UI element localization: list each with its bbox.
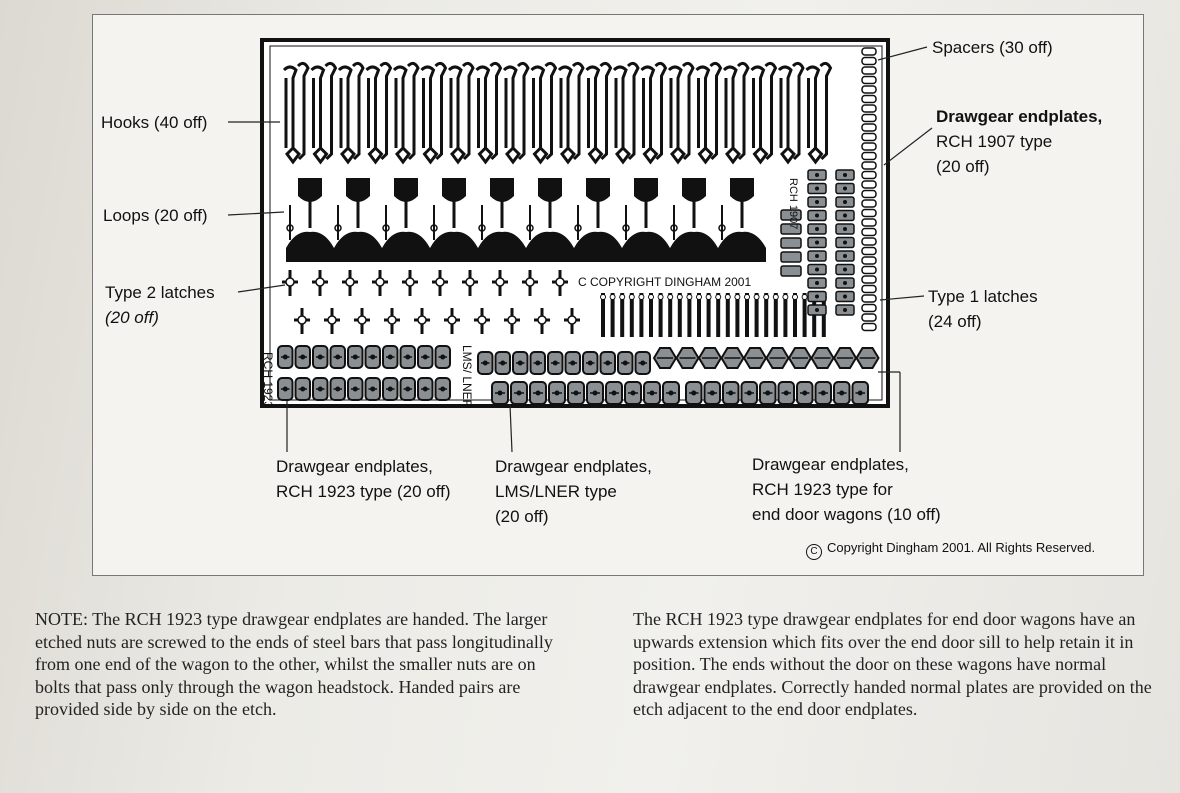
spacer-part (862, 286, 876, 293)
lms-lner-endplate-part (496, 352, 511, 374)
end-door-endplate-part (812, 348, 834, 368)
end-door-endplate-part (767, 348, 789, 368)
end-door-endplate-part (723, 382, 739, 404)
end-door-endplate-part (699, 348, 721, 368)
spacer-part (862, 276, 876, 283)
label-loops: Loops (20 off) (103, 206, 208, 225)
spacer-part (862, 96, 876, 103)
rch1923-endplate-part (331, 378, 346, 400)
lms-lner-endplate-part (478, 352, 493, 374)
spacer-part (862, 86, 876, 93)
end-door-endplate-part (834, 382, 850, 404)
spacer-part (862, 200, 876, 207)
end-door-endplate-part (853, 382, 869, 404)
type1-latch-part (754, 293, 759, 337)
etched-rch1923-text: RCH 1923 (261, 352, 275, 409)
rch1907-endplate-part (836, 184, 854, 194)
type1-latch-part (639, 293, 644, 337)
rch1923-endplate-part (313, 378, 328, 400)
lms-lner-endplate-part (587, 382, 603, 404)
lms-lner-endplate-part (644, 382, 660, 404)
lms-lner-endplate-part (511, 382, 527, 404)
lms-lner-endplate-part (531, 352, 546, 374)
spacer-part (862, 162, 876, 169)
spacer-part (862, 181, 876, 188)
type1-latch-part (773, 293, 778, 337)
rch1907-endplate-part (808, 292, 826, 302)
spacer-part (862, 115, 876, 122)
spacer-part (862, 210, 876, 217)
end-door-endplate-part (686, 382, 702, 404)
type1-latch-part (658, 293, 663, 337)
rch1907-endplate-part (808, 197, 826, 207)
etched-rch1907-text: RCH 1907 (787, 178, 799, 230)
lms-lner-endplate-part (636, 352, 651, 374)
rch1923-endplate-part (348, 346, 363, 368)
etched-lms-lner-text: LMS/ LNER (460, 345, 474, 409)
spacer-part (862, 191, 876, 198)
rch1907-endplate-part (808, 211, 826, 221)
spacer-part (862, 153, 876, 160)
rch1907-endplate-part (836, 170, 854, 180)
rch1923-endplate-part (278, 346, 293, 368)
rch1923-endplate-part (436, 378, 451, 400)
type1-latch-part (601, 293, 606, 337)
lms-lner-endplate-part (618, 352, 633, 374)
end-door-endplate-part (789, 348, 811, 368)
type1-latch-part (697, 293, 702, 337)
spacer-part (862, 67, 876, 74)
lms-lner-endplate-part (513, 352, 528, 374)
rch1923-endplate-part (401, 346, 416, 368)
lms-lner-endplate-part (601, 352, 616, 374)
type1-latch-part (610, 293, 615, 337)
rch1907-endplate-part (836, 305, 854, 315)
type1-latch-part (802, 293, 807, 337)
end-door-endplate-part (779, 382, 795, 404)
label-type1-latches: Type 1 latches (24 off) (928, 287, 1038, 331)
etched-copyright-text: C COPYRIGHT DINGHAM 2001 (578, 275, 752, 289)
end-door-endplate-part (816, 382, 832, 404)
type1-latch-part (687, 293, 692, 337)
label-hooks: Hooks (40 off) (101, 113, 208, 132)
lms-lner-endplate-part (625, 382, 641, 404)
rch1907-endplate-part (808, 265, 826, 275)
rch1907-endplate-part (808, 170, 826, 180)
type1-latch-part (745, 293, 750, 337)
spacer-part (862, 314, 876, 321)
rch1907-endplate-part (836, 197, 854, 207)
spacer-part (862, 238, 876, 245)
rch1923-endplate-part (331, 346, 346, 368)
spacer-part (862, 248, 876, 255)
type1-latch-part (735, 293, 740, 337)
spacer-part (862, 58, 876, 65)
lms-lner-endplate-part (568, 382, 584, 404)
type1-latch-part (668, 293, 673, 337)
end-door-endplate-part (834, 348, 856, 368)
lms-lner-endplate-part (606, 382, 622, 404)
copyright-notice: C Copyright Dingham 2001. All Rights Reserved. (806, 540, 1095, 560)
label-rch1907: Drawgear endplates, RCH 1907 type (20 off) (936, 104, 1102, 179)
rch1907-endplate-part (836, 238, 854, 248)
note-left: NOTE: The RCH 1923 type drawgear endplates are handed. The larger etched nuts are screwed to the ends of steel bars that pass longitudinally from one end of the wagon to the other, whilst the smaller nuts are on bolts that pass only through the wagon headstock. Handed pairs are provided side by side on the etch. (35, 609, 553, 719)
type1-latch-part (706, 293, 711, 337)
spacer-part (862, 77, 876, 84)
end-door-endplate-part (677, 348, 699, 368)
lms-lner-endplate-part (548, 352, 563, 374)
copyright-symbol-icon: C (806, 544, 822, 560)
spacer-part (862, 229, 876, 236)
lms-lner-endplate-part (530, 382, 546, 404)
rch1923-endplate-part (401, 378, 416, 400)
rch1907-endplate-part (781, 238, 801, 248)
spacer-part (862, 143, 876, 150)
rch1923-endplate-part (383, 346, 398, 368)
label-rch1923: Drawgear endplates, RCH 1923 type (20 off) (276, 457, 451, 501)
rch1907-endplate-part (781, 252, 801, 262)
rch1923-endplate-part (436, 346, 451, 368)
lms-lner-endplate-part (549, 382, 565, 404)
spacer-part (862, 305, 876, 312)
rch1907-endplate-part (808, 305, 826, 315)
lms-lner-endplate-part (583, 352, 598, 374)
rch1923-endplate-part (366, 346, 381, 368)
type1-latch-part (716, 293, 721, 337)
label-type2-latches: Type 2 latches (20 off) (105, 283, 215, 327)
rch1923-endplate-part (366, 378, 381, 400)
type1-latch-part (629, 293, 634, 337)
type1-latch-part (649, 293, 654, 337)
end-door-endplate-part (857, 348, 879, 368)
type1-latch-part (783, 293, 788, 337)
rch1907-endplate-part (808, 278, 826, 288)
type1-latch-part (620, 293, 625, 337)
spacer-part (862, 257, 876, 264)
rch1923-endplate-part (296, 346, 311, 368)
rch1907-endplate-part (808, 224, 826, 234)
spacer-part (862, 124, 876, 131)
spacer-part (862, 172, 876, 179)
rch1923-endplate-part (296, 378, 311, 400)
type1-latch-part (725, 293, 730, 337)
rch1907-endplate-part (836, 251, 854, 261)
rch1907-endplate-part (808, 251, 826, 261)
rch1907-endplate-part (781, 266, 801, 276)
rch1923-endplate-part (383, 378, 398, 400)
end-door-endplate-part (742, 382, 758, 404)
rch1907-endplate-part (808, 238, 826, 248)
rch1907-endplate-part (836, 265, 854, 275)
end-door-endplate-part (797, 382, 813, 404)
rch1907-endplate-part (836, 224, 854, 234)
spacer-part (862, 219, 876, 226)
type1-latch-part (793, 293, 798, 337)
rch1907-endplate-part (836, 211, 854, 221)
spacer-part (862, 295, 876, 302)
lms-lner-endplate-part (492, 382, 508, 404)
label-lms-lner: Drawgear endplates, LMS/LNER type (20 off) (495, 457, 652, 526)
end-door-endplate-part (705, 382, 721, 404)
spacer-part (862, 324, 876, 331)
type1-latch-part (764, 293, 769, 337)
note-right: The RCH 1923 type drawgear endplates for end door wagons have an upwards extension which fits over the end door sill to help retain it in position. The ends without the door on these wagons have normal drawgear endplates. Correctly handed normal plates are provided on the etch adjacent to the end door endplates. (633, 609, 1152, 719)
end-door-endplate-part (722, 348, 744, 368)
spacer-part (862, 267, 876, 274)
spacer-part (862, 134, 876, 141)
rch1923-endplate-part (418, 378, 433, 400)
label-rch1907-title: Drawgear endplates, (936, 107, 1103, 126)
rch1923-endplate-part (278, 378, 293, 400)
lms-lner-endplate-part (663, 382, 679, 404)
end-door-endplate-part (760, 382, 776, 404)
spacer-part (862, 48, 876, 55)
spacer-part (862, 105, 876, 112)
rch1907-endplate-part (836, 292, 854, 302)
type1-latch-part (677, 293, 682, 337)
rch1923-endplate-part (313, 346, 328, 368)
rch1923-endplate-part (348, 378, 363, 400)
end-door-endplate-part (744, 348, 766, 368)
lms-lner-endplate-part (566, 352, 581, 374)
rch1907-endplate-part (836, 278, 854, 288)
end-door-endplate-part (654, 348, 676, 368)
label-end-door: Drawgear endplates, RCH 1923 type for end door wagons (10 off) (752, 455, 941, 524)
label-spacers: Spacers (30 off) (932, 38, 1053, 57)
rch1923-endplate-part (418, 346, 433, 368)
rch1907-endplate-part (808, 184, 826, 194)
